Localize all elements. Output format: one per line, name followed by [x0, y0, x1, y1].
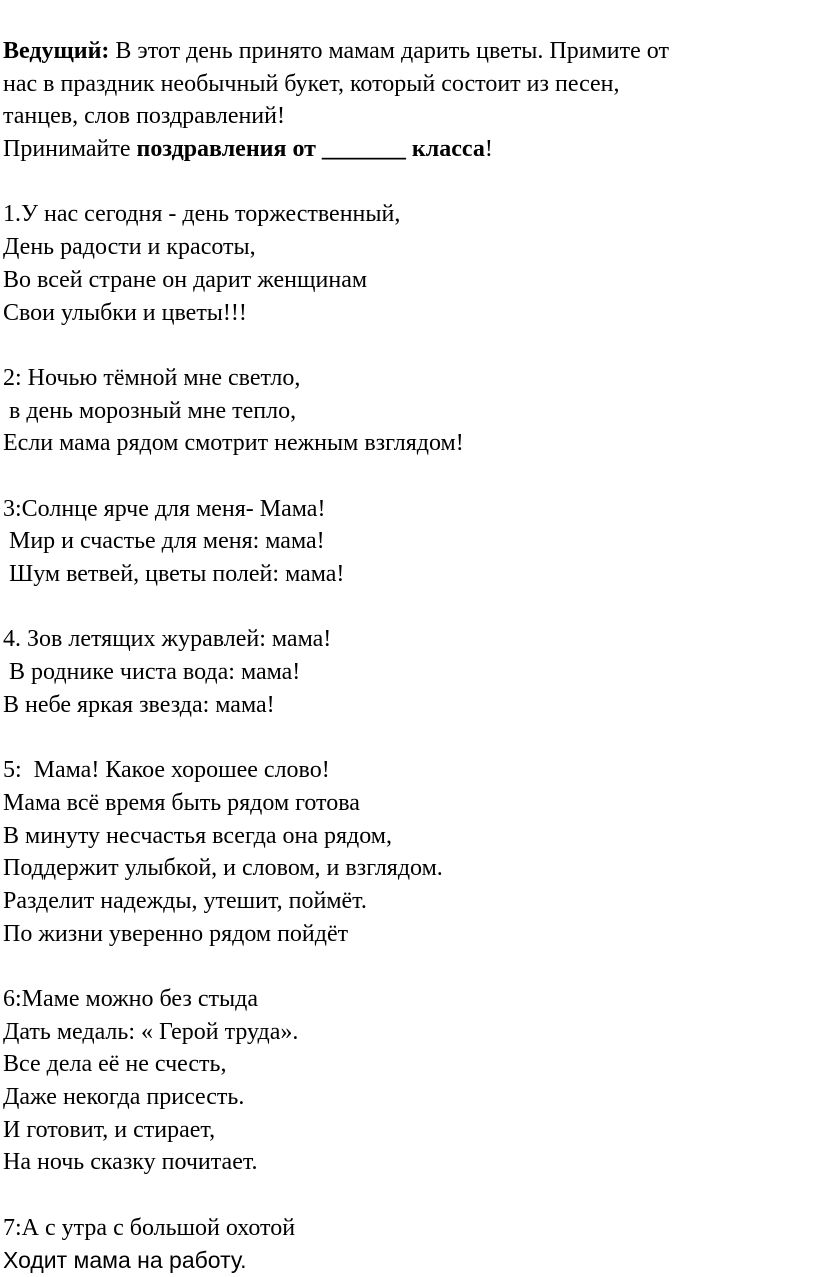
verse-line: В минуту несчастья всегда она рядом, — [3, 822, 392, 849]
verse-1 — [3, 198, 803, 329]
verse-line: Дать медаль: « Герой труда». — [3, 1018, 299, 1045]
speaker-label: Ведущий: — [3, 38, 110, 64]
intro-congrats-bold: поздравления от _______ класса — [136, 136, 485, 163]
verse-line: Мир и счастье для меня: мама! — [3, 528, 325, 555]
stanza-gap — [3, 950, 803, 983]
intro-line-2: нас в праздник необычный букет, который состоит из песен, — [3, 70, 620, 97]
intro-accept-prefix: Принимайте — [3, 136, 137, 163]
verse-line: Во всей стране он дарит женщинам — [3, 266, 368, 293]
verse-line: Шум ветвей, цветы полей: мама! — [3, 561, 345, 587]
verse-line: 1.У нас сегодня - день торжественный, — [3, 201, 401, 228]
verse-line: 2: Ночью тёмной мне светло, — [3, 364, 301, 391]
verse-line: 4. Зов летящих журавлей: мама! — [3, 626, 332, 653]
verse-line: День радости и красоты, — [3, 234, 256, 261]
verse-line: Если мама рядом смотрит нежным взглядом! — [3, 430, 464, 457]
verse-line: 3:Солнце ярче для меня- Мама! — [3, 495, 326, 522]
verse-line-sans: Ходит мама на работу. — [3, 1247, 247, 1274]
verse-line: В небе яркая звезда: мама! — [3, 691, 275, 718]
stanza-gap — [3, 591, 803, 624]
verse-line: И готовит, и стирает, — [3, 1116, 216, 1143]
document-page — [3, 35, 803, 1277]
verse-3 — [3, 493, 803, 591]
verse-line: Мама всё время быть рядом готова — [3, 789, 360, 816]
stanza-gap — [3, 460, 803, 493]
verse-line: В роднике чиста вода: мама! — [3, 659, 301, 686]
verse-line: По жизни уверенно рядом пойдёт — [3, 920, 349, 947]
verse-line: На ночь сказку почитает. — [3, 1149, 258, 1176]
stanza-gap — [3, 1179, 803, 1212]
stanza-gap — [3, 166, 803, 199]
verse-line: в день морозный мне тепло, — [3, 397, 297, 424]
verse-line: 6:Маме можно без стыда — [3, 985, 258, 1012]
verse-4 — [3, 623, 803, 721]
verse-line: Даже некогда присесть. — [3, 1084, 245, 1110]
intro-line-3: танцев, слов поздравлений! — [3, 103, 285, 130]
verse-line: Разделит надежды, утешит, поймёт. — [3, 887, 367, 914]
verse-7 — [3, 1212, 803, 1277]
verse-line: 5: Мама! Какое хорошее слово! — [3, 757, 330, 784]
verse-5 — [3, 754, 803, 950]
verse-line: Свои улыбки и цветы!!! — [3, 299, 247, 326]
stanza-gap — [3, 329, 803, 362]
intro-accept-suffix: ! — [484, 136, 493, 163]
intro-line-1 — [3, 35, 803, 68]
verse-6 — [3, 983, 803, 1179]
verse-line: 7:А с утра с большой охотой — [3, 1214, 296, 1241]
verse-line: Все дела её не счесть, — [3, 1051, 227, 1078]
verse-line: Поддержит улыбкой, и словом, и взглядом. — [3, 855, 443, 882]
intro-text: В этот день принято мамам дарить цветы. Примите от — [109, 38, 669, 64]
verse-2 — [3, 362, 803, 460]
stanza-gap — [3, 721, 803, 754]
intro-line-4 — [3, 133, 803, 166]
